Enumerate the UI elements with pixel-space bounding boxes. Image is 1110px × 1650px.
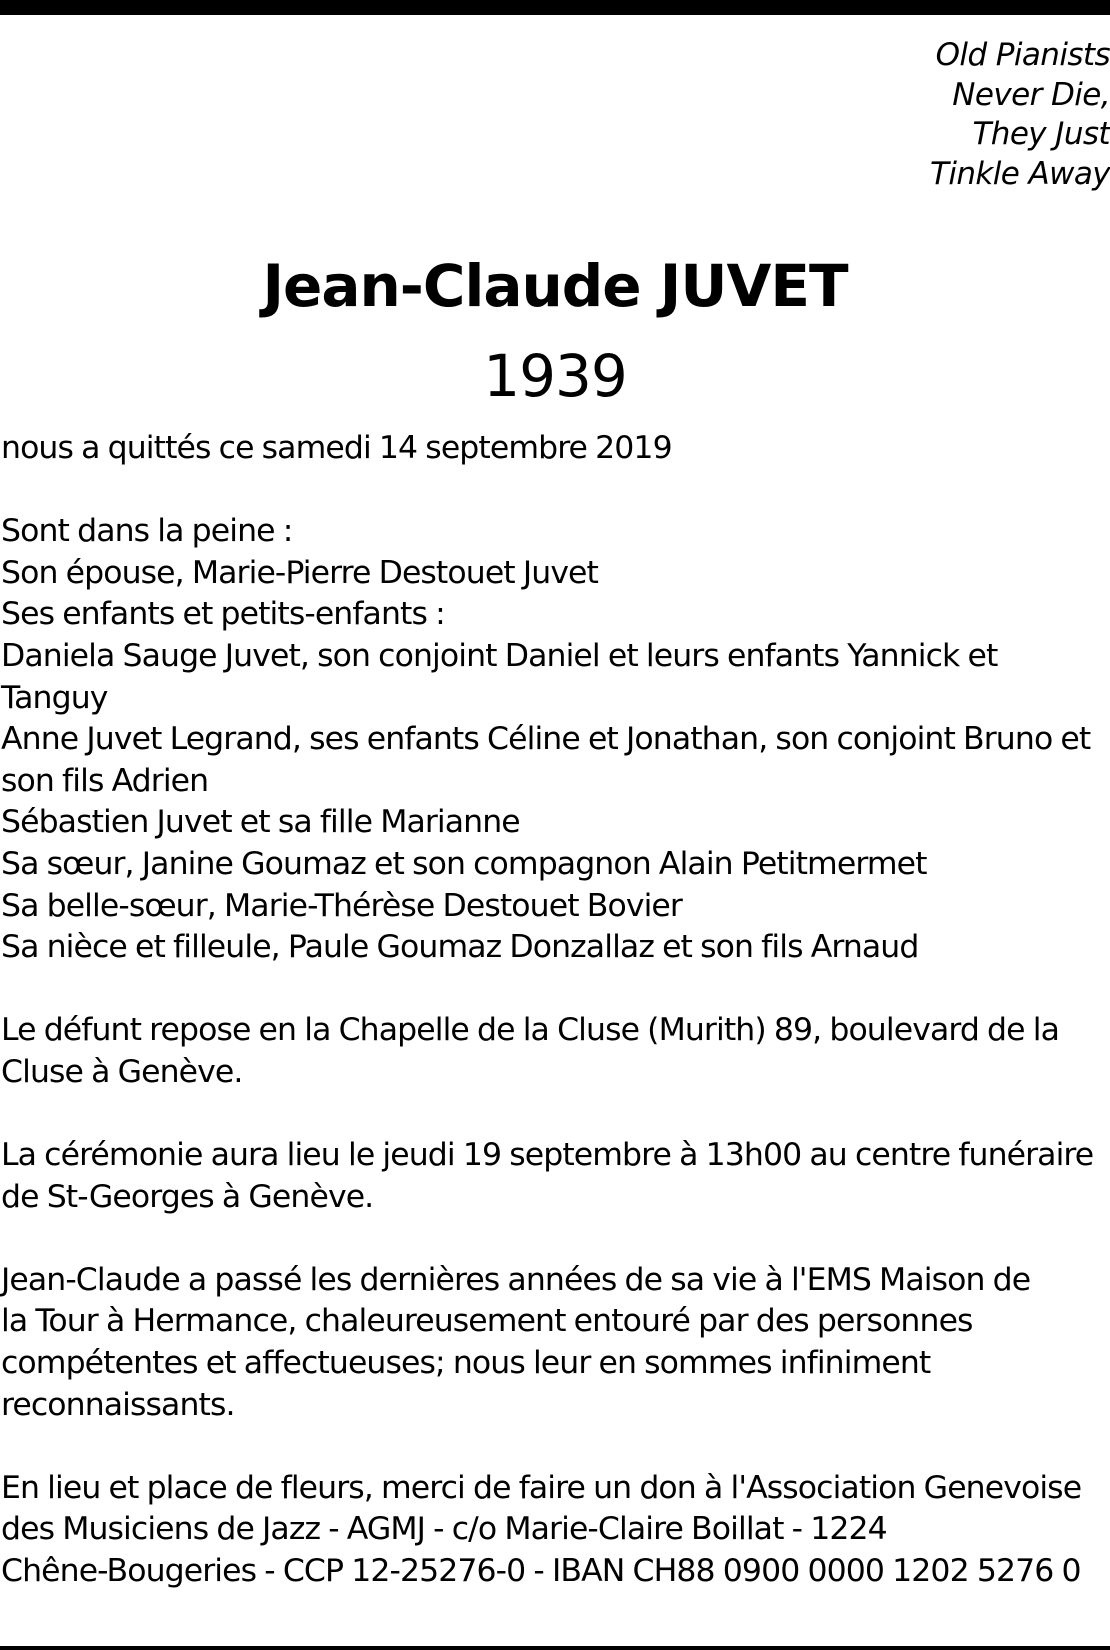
deceased-year: 1939 bbox=[483, 342, 627, 410]
bottom-border-rule bbox=[0, 1646, 1110, 1650]
obituary-body bbox=[1, 428, 1108, 1593]
mourners-intro: Sont dans la peine : bbox=[1, 513, 293, 550]
mourners-children-intro: Ses enfants et petits-enfants : bbox=[1, 596, 445, 633]
donation-paragraph-line: des Musiciens de Jazz - AGMJ - c/o Marie-Claire Boillat - 1224 bbox=[1, 1511, 887, 1548]
mourner-child-1-cont: Tanguy bbox=[1, 679, 108, 716]
thanks-paragraph-line: compétentes et affectueuses; nous leur en sommes infiniment bbox=[1, 1345, 931, 1382]
epigraph-line: Never Die, bbox=[952, 76, 1110, 113]
epigraph-line: Tinkle Away bbox=[930, 155, 1110, 192]
donation-paragraph-line: En lieu et place de fleurs, merci de faire un don à l'Association Genevoise bbox=[1, 1469, 1082, 1506]
top-border-rule bbox=[0, 0, 1110, 15]
mourner-child-1: Daniela Sauge Juvet, son conjoint Daniel et leurs enfants Yannick et bbox=[1, 637, 998, 674]
epigraph-line: They Just bbox=[972, 116, 1110, 152]
thanks-paragraph-line: la Tour à Hermance, chaleureusement entouré par des personnes bbox=[1, 1303, 973, 1340]
thanks-paragraph-line: Jean-Claude a passé les dernières années de sa vie à l'EMS Maison de bbox=[1, 1261, 1031, 1298]
mourner-spouse: Son épouse, Marie-Pierre Destouet Juvet bbox=[1, 554, 598, 591]
ceremony-info-cont: de St-Georges à Genève. bbox=[1, 1178, 374, 1215]
mourner-child-2-cont: son fils Adrien bbox=[1, 762, 209, 799]
rest-location-cont: Cluse à Genève. bbox=[1, 1053, 243, 1090]
mourner-sister: Sa sœur, Janine Goumaz et son compagnon Alain Petitmermet bbox=[1, 845, 927, 882]
thanks-paragraph-line: reconnaissants. bbox=[1, 1386, 235, 1423]
mourner-child-2: Anne Juvet Legrand, ses enfants Céline et Jonathan, son conjoint Bruno et bbox=[1, 721, 1091, 758]
epigraph bbox=[710, 36, 1110, 194]
deceased-name: Jean-Claude JUVET bbox=[262, 252, 848, 320]
announcement-line: nous a quittés ce samedi 14 septembre 2019 bbox=[1, 430, 672, 466]
donation-paragraph-line: Chêne-Bougeries - CCP 12-25276-0 - IBAN CH88 0900 0000 1202 5276 0 bbox=[1, 1553, 1081, 1590]
epigraph-line: Old Pianists bbox=[935, 37, 1110, 73]
ceremony-info: La cérémonie aura lieu le jeudi 19 septembre à 13h00 au centre funéraire bbox=[1, 1137, 1094, 1174]
mourner-child-3: Sébastien Juvet et sa fille Marianne bbox=[1, 804, 520, 841]
mourner-niece: Sa nièce et filleule, Paule Goumaz Donzallaz et son fils Arnaud bbox=[1, 929, 919, 966]
mourner-sister-in-law: Sa belle-sœur, Marie-Thérèse Destouet Bovier bbox=[1, 887, 682, 924]
rest-location: Le défunt repose en la Chapelle de la Cluse (Murith) 89, boulevard de la bbox=[1, 1012, 1059, 1049]
